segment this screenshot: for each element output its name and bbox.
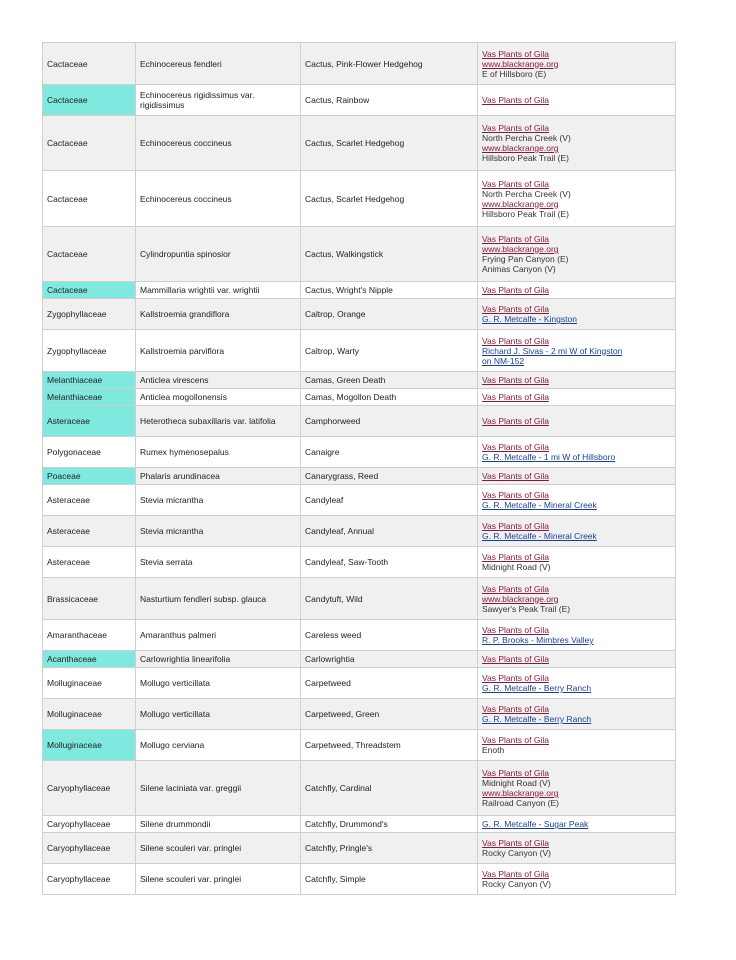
family-cell: Cactaceae: [43, 85, 136, 116]
scientific-name-cell: Echinocereus rigidissimus var. rigidissimus: [136, 85, 301, 116]
family-cell: Cactaceae: [43, 116, 136, 171]
links-cell: [478, 43, 676, 85]
reference-link[interactable]: G. R. Metcalfe - 1 mi W of Hillsboro: [482, 452, 616, 462]
common-name-cell: Catchfly, Drummond's: [301, 816, 478, 833]
reference-link[interactable]: Vas Plants of Gila: [482, 838, 549, 848]
links-cell: [478, 171, 676, 227]
common-name-cell: Cactus, Wright's Nipple: [301, 282, 478, 299]
common-name-cell: Candytuft, Wild: [301, 578, 478, 620]
family-cell: Poaceae: [43, 468, 136, 485]
table-row: [43, 85, 676, 116]
reference-link[interactable]: Vas Plants of Gila: [482, 869, 549, 879]
scientific-name-cell: Anticlea mogollonensis: [136, 389, 301, 406]
reference-link[interactable]: Vas Plants of Gila: [482, 416, 549, 426]
common-name-cell: Camas, Green Death: [301, 372, 478, 389]
links-cell: [478, 372, 676, 389]
family-cell: Caryophyllaceae: [43, 833, 136, 864]
family-cell: Molluginaceae: [43, 730, 136, 761]
links-cell: [478, 578, 676, 620]
links-cell: [478, 833, 676, 864]
scientific-name-cell: Echinocereus fendleri: [136, 43, 301, 85]
species-table-body: [43, 43, 676, 895]
scientific-name-cell: Echinocereus coccineus: [136, 171, 301, 227]
reference-link[interactable]: Vas Plants of Gila: [482, 285, 549, 295]
scientific-name-cell: Nasturtium fendleri subsp. glauca: [136, 578, 301, 620]
reference-link[interactable]: on NM-152: [482, 355, 525, 366]
reference-link[interactable]: www.blackrange.org: [482, 198, 559, 209]
reference-link[interactable]: R. P. Brooks - Mimbres Valley: [482, 635, 594, 645]
location-note: Railroad Canyon (E): [482, 798, 560, 808]
scientific-name-cell: Silene scouleri var. pringlei: [136, 833, 301, 864]
table-row: [43, 116, 676, 171]
links-cell: [478, 485, 676, 516]
table-row: [43, 330, 676, 372]
family-cell: Zygophyllaceae: [43, 299, 136, 330]
table-row: [43, 372, 676, 389]
common-name-cell: Cactus, Scarlet Hedgehog: [301, 116, 478, 171]
reference-link[interactable]: Vas Plants of Gila: [482, 304, 549, 314]
links-cell: [478, 437, 676, 468]
reference-link[interactable]: www.blackrange.org: [482, 143, 559, 153]
reference-link[interactable]: www.blackrange.org: [482, 788, 559, 798]
table-row: [43, 468, 676, 485]
table-row: [43, 437, 676, 468]
scientific-name-cell: Cylindropuntia spinosior: [136, 227, 301, 282]
location-note: Rocky Canyon (V): [482, 848, 551, 858]
table-row: [43, 730, 676, 761]
common-name-cell: Canaigre: [301, 437, 478, 468]
location-note: North Percha Creek (V): [482, 188, 571, 199]
scientific-name-cell: Mollugo cerviana: [136, 730, 301, 761]
table-row: [43, 651, 676, 668]
family-cell: Acanthaceae: [43, 651, 136, 668]
family-cell: Asteraceae: [43, 547, 136, 578]
reference-link[interactable]: Vas Plants of Gila: [482, 442, 549, 452]
family-cell: Amaranthaceae: [43, 620, 136, 651]
table-row: [43, 547, 676, 578]
reference-link[interactable]: G. R. Metcalfe - Berry Ranch: [482, 714, 592, 724]
common-name-cell: Catchfly, Pringle's: [301, 833, 478, 864]
table-row: [43, 299, 676, 330]
location-note: Midnight Road (V): [482, 562, 551, 572]
common-name-cell: Cactus, Pink-Flower Hedgehog: [301, 43, 478, 85]
reference-link[interactable]: Richard J. Sivas - 2 mi W of Kingston: [482, 345, 623, 356]
links-cell: [478, 227, 676, 282]
reference-link[interactable]: G. R. Metcalfe - Mineral Creek: [482, 500, 597, 510]
scientific-name-cell: Stevia serrata: [136, 547, 301, 578]
common-name-cell: Cactus, Walkingstick: [301, 227, 478, 282]
scientific-name-cell: Mollugo verticillata: [136, 668, 301, 699]
location-note: Rocky Canyon (V): [482, 879, 551, 889]
reference-link[interactable]: www.blackrange.org: [482, 58, 559, 69]
table-row: [43, 864, 676, 895]
scientific-name-cell: Carlowrightia linearifolia: [136, 651, 301, 668]
table-row: [43, 516, 676, 547]
reference-link[interactable]: Vas Plants of Gila: [482, 552, 549, 562]
reference-link[interactable]: G. R. Metcalfe - Sugar Peak: [482, 819, 589, 829]
reference-link[interactable]: www.blackrange.org: [482, 593, 559, 604]
family-cell: Caryophyllaceae: [43, 761, 136, 816]
scientific-name-cell: Kallstroemia parviflora: [136, 330, 301, 372]
reference-link[interactable]: Vas Plants of Gila: [482, 234, 549, 244]
scientific-name-cell: Silene laciniata var. greggii: [136, 761, 301, 816]
table-row: [43, 43, 676, 85]
location-note: E of Hillsboro (E): [482, 68, 547, 79]
reference-link[interactable]: G. R. Metcalfe - Kingston: [482, 314, 577, 324]
family-cell: Caryophyllaceae: [43, 864, 136, 895]
family-cell: Cactaceae: [43, 43, 136, 85]
family-cell: Asteraceae: [43, 406, 136, 437]
links-cell: [478, 516, 676, 547]
scientific-name-cell: Rumex hymenosepalus: [136, 437, 301, 468]
links-cell: [478, 816, 676, 833]
reference-link[interactable]: Vas Plants of Gila: [482, 768, 549, 778]
reference-link[interactable]: Vas Plants of Gila: [482, 375, 549, 385]
links-cell: [478, 864, 676, 895]
reference-link[interactable]: Vas Plants of Gila: [482, 123, 549, 133]
scientific-name-cell: Stevia micrantha: [136, 485, 301, 516]
table-row: [43, 171, 676, 227]
table-row: [43, 389, 676, 406]
location-note: Midnight Road (V): [482, 778, 551, 788]
reference-link[interactable]: Vas Plants of Gila: [482, 178, 549, 189]
family-cell: Cactaceae: [43, 282, 136, 299]
reference-link[interactable]: Vas Plants of Gila: [482, 583, 549, 594]
common-name-cell: Caltrop, Orange: [301, 299, 478, 330]
location-note: Enoth: [482, 745, 505, 755]
reference-link[interactable]: Vas Plants of Gila: [482, 735, 549, 745]
scientific-name-cell: Heterotheca subaxillaris var. latifolia: [136, 406, 301, 437]
scientific-name-cell: Mollugo verticillata: [136, 699, 301, 730]
reference-link[interactable]: Vas Plants of Gila: [482, 335, 549, 346]
family-cell: Molluginaceae: [43, 668, 136, 699]
scientific-name-cell: Kallstroemia grandiflora: [136, 299, 301, 330]
family-cell: Melanthiaceae: [43, 372, 136, 389]
links-cell: [478, 85, 676, 116]
common-name-cell: Careless weed: [301, 620, 478, 651]
table-row: [43, 406, 676, 437]
location-note: North Percha Creek (V): [482, 133, 571, 143]
family-cell: Asteraceae: [43, 485, 136, 516]
location-note: Hillsboro Peak Trail (E): [482, 153, 569, 163]
location-note: Sawyer's Peak Trail (E): [482, 603, 571, 614]
links-cell: [478, 282, 676, 299]
family-cell: Asteraceae: [43, 516, 136, 547]
table-row: [43, 282, 676, 299]
links-cell: [478, 730, 676, 761]
family-cell: Caryophyllaceae: [43, 816, 136, 833]
scientific-name-cell: Silene scouleri var. pringlei: [136, 864, 301, 895]
links-cell: [478, 699, 676, 730]
links-cell: [478, 406, 676, 437]
links-cell: [478, 668, 676, 699]
table-row: [43, 620, 676, 651]
scientific-name-cell: Mammillaria wrightii var. wrightii: [136, 282, 301, 299]
table-row: [43, 485, 676, 516]
common-name-cell: Carpetweed, Green: [301, 699, 478, 730]
location-note: Hillsboro Peak Trail (E): [482, 208, 569, 219]
location-note: Animas Canyon (V): [482, 264, 556, 274]
common-name-cell: Candyleaf, Annual: [301, 516, 478, 547]
common-name-cell: Carlowrightia: [301, 651, 478, 668]
links-cell: [478, 761, 676, 816]
reference-link[interactable]: G. R. Metcalfe - Berry Ranch: [482, 683, 592, 693]
common-name-cell: Catchfly, Cardinal: [301, 761, 478, 816]
family-cell: Cactaceae: [43, 227, 136, 282]
links-cell: [478, 468, 676, 485]
location-note: Frying Pan Canyon (E): [482, 254, 569, 264]
reference-link[interactable]: Vas Plants of Gila: [482, 95, 549, 105]
common-name-cell: Camas, Mogollon Death: [301, 389, 478, 406]
table-row: [43, 578, 676, 620]
family-cell: Brassicaceae: [43, 578, 136, 620]
scientific-name-cell: Silene drummondii: [136, 816, 301, 833]
table-row: [43, 227, 676, 282]
reference-link[interactable]: Vas Plants of Gila: [482, 704, 549, 714]
reference-link[interactable]: Vas Plants of Gila: [482, 471, 549, 481]
links-cell: [478, 547, 676, 578]
links-cell: [478, 299, 676, 330]
common-name-cell: Cactus, Scarlet Hedgehog: [301, 171, 478, 227]
scientific-name-cell: Anticlea virescens: [136, 372, 301, 389]
species-table: [42, 42, 676, 895]
scientific-name-cell: Phalaris arundinacea: [136, 468, 301, 485]
table-row: [43, 833, 676, 864]
reference-link[interactable]: Vas Plants of Gila: [482, 392, 549, 402]
links-cell: [478, 330, 676, 372]
reference-link[interactable]: www.blackrange.org: [482, 244, 559, 254]
common-name-cell: Candyleaf: [301, 485, 478, 516]
common-name-cell: Candyleaf, Saw-Tooth: [301, 547, 478, 578]
scientific-name-cell: Amaranthus palmeri: [136, 620, 301, 651]
scientific-name-cell: Stevia micrantha: [136, 516, 301, 547]
reference-link[interactable]: Vas Plants of Gila: [482, 48, 549, 59]
scientific-name-cell: Echinocereus coccineus: [136, 116, 301, 171]
family-cell: Polygonaceae: [43, 437, 136, 468]
common-name-cell: Cactus, Rainbow: [301, 85, 478, 116]
reference-link[interactable]: Vas Plants of Gila: [482, 521, 549, 531]
links-cell: [478, 651, 676, 668]
common-name-cell: Carpetweed: [301, 668, 478, 699]
reference-link[interactable]: Vas Plants of Gila: [482, 654, 549, 664]
reference-link[interactable]: Vas Plants of Gila: [482, 673, 549, 683]
family-cell: Melanthiaceae: [43, 389, 136, 406]
common-name-cell: Camphorweed: [301, 406, 478, 437]
family-cell: Zygophyllaceae: [43, 330, 136, 372]
table-row: [43, 668, 676, 699]
common-name-cell: Catchfly, Simple: [301, 864, 478, 895]
links-cell: [478, 389, 676, 406]
table-row: [43, 699, 676, 730]
common-name-cell: Carpetweed, Threadstem: [301, 730, 478, 761]
family-cell: Molluginaceae: [43, 699, 136, 730]
reference-link[interactable]: Vas Plants of Gila: [482, 490, 549, 500]
common-name-cell: Canarygrass, Reed: [301, 468, 478, 485]
table-row: [43, 816, 676, 833]
reference-link[interactable]: G. R. Metcalfe - Mineral Creek: [482, 531, 597, 541]
family-cell: Cactaceae: [43, 171, 136, 227]
common-name-cell: Caltrop, Warty: [301, 330, 478, 372]
table-row: [43, 761, 676, 816]
reference-link[interactable]: Vas Plants of Gila: [482, 625, 549, 635]
links-cell: [478, 620, 676, 651]
links-cell: [478, 116, 676, 171]
